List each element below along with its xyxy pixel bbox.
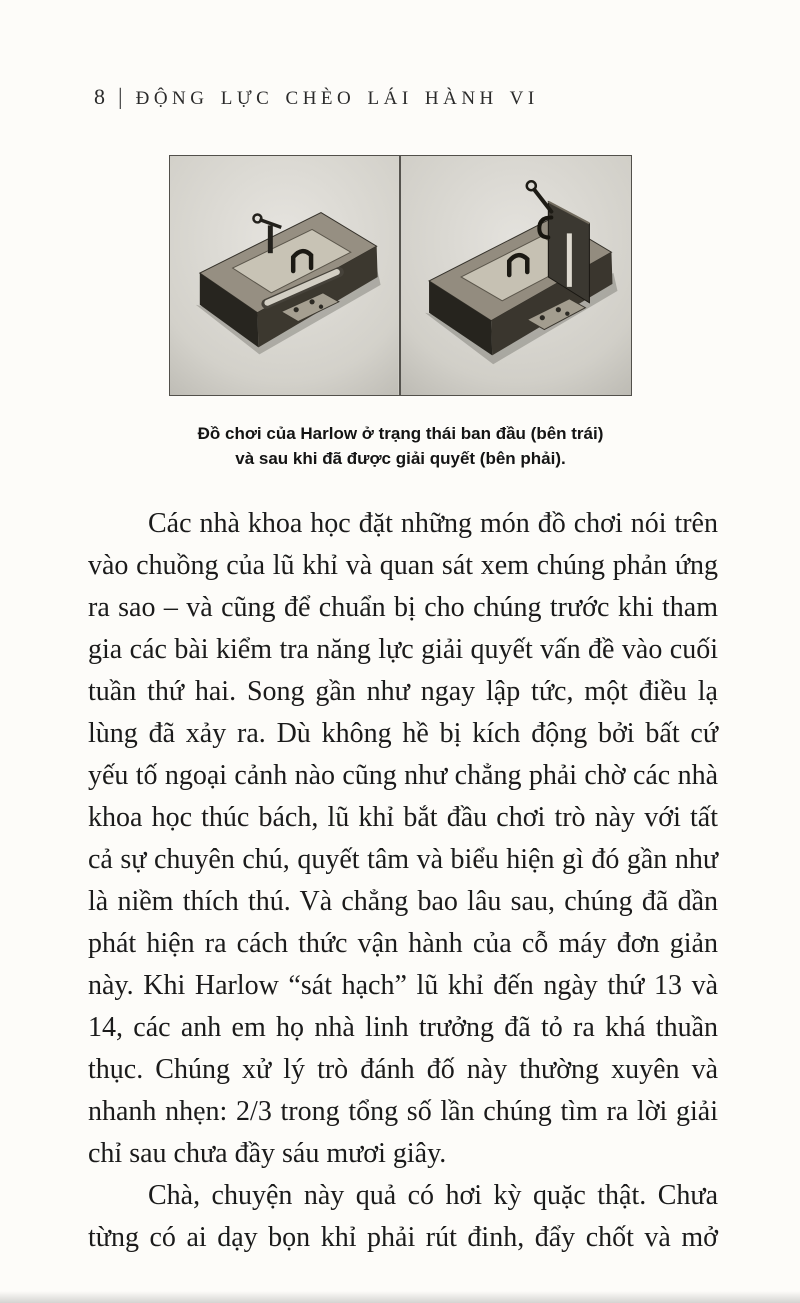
harlow-puzzle-solved-drawing	[401, 156, 632, 395]
figure-caption	[169, 421, 632, 471]
paragraph-2: Chà, chuyện này quả có hơi kỳ quặc thật. Chưa từng có ai dạy bọn khỉ phải rút đinh, đẩy chốt và mở	[88, 1180, 718, 1253]
puzzle-photo-initial	[170, 156, 401, 395]
header-divider: |	[118, 84, 123, 109]
puzzle-photo-solved	[401, 156, 632, 395]
caption-line-2: và sau khi đã được giải quyết (bên phải).	[235, 449, 566, 468]
photo-pair	[169, 155, 632, 396]
paragraph-1: Các nhà khoa học đặt những món đồ chơi nói trên vào chuồng của lũ khỉ và quan sát xem chúng phản ứng ra sao – và cũng để chuẩn bị cho chúng trước khi tham gia các bài kiểm tra năng lực giải quyết vấn đề vào cuối tuần thứ hai. Song gần như ngay lập tức, một điều lạ lùng đã xảy ra. Dù không hề bị kích động bởi bất cứ yếu tố ngoại cảnh nào cũng như chẳng phải chờ các nhà khoa học thúc bách, lũ khỉ bắt đầu chơi trò này với tất cả sự chuyên chú, quyết tâm và biểu hiện gì đó gần như là niềm thích thú. Và chẳng bao lâu sau, chúng đã dần phát hiện ra cách thức vận hành của cỗ máy đơn giản này. Khi Harlow “sát hạch” lũ khỉ đến ngày thứ 13 và 14, các anh em họ nhà linh trưởng đã tỏ ra khá thuần thục. Chúng xử lý trò đánh đố này thường xuyên và nhanh nhẹn: 2/3 trong tổng số lần chúng tìm ra lời giải chỉ sau chưa đầy sáu mươi giây.	[88, 508, 718, 1169]
harlow-puzzle-figure	[169, 155, 632, 471]
harlow-puzzle-initial-drawing	[170, 156, 399, 395]
page-number: 8	[94, 84, 105, 109]
running-title: ĐỘNG LỰC CHÈO LÁI HÀNH VI	[135, 88, 539, 109]
caption-line-1: Đồ chơi của Harlow ở trạng thái ban đầu (bên trái)	[197, 424, 604, 443]
body-text	[88, 503, 718, 1259]
page-header	[94, 84, 539, 110]
